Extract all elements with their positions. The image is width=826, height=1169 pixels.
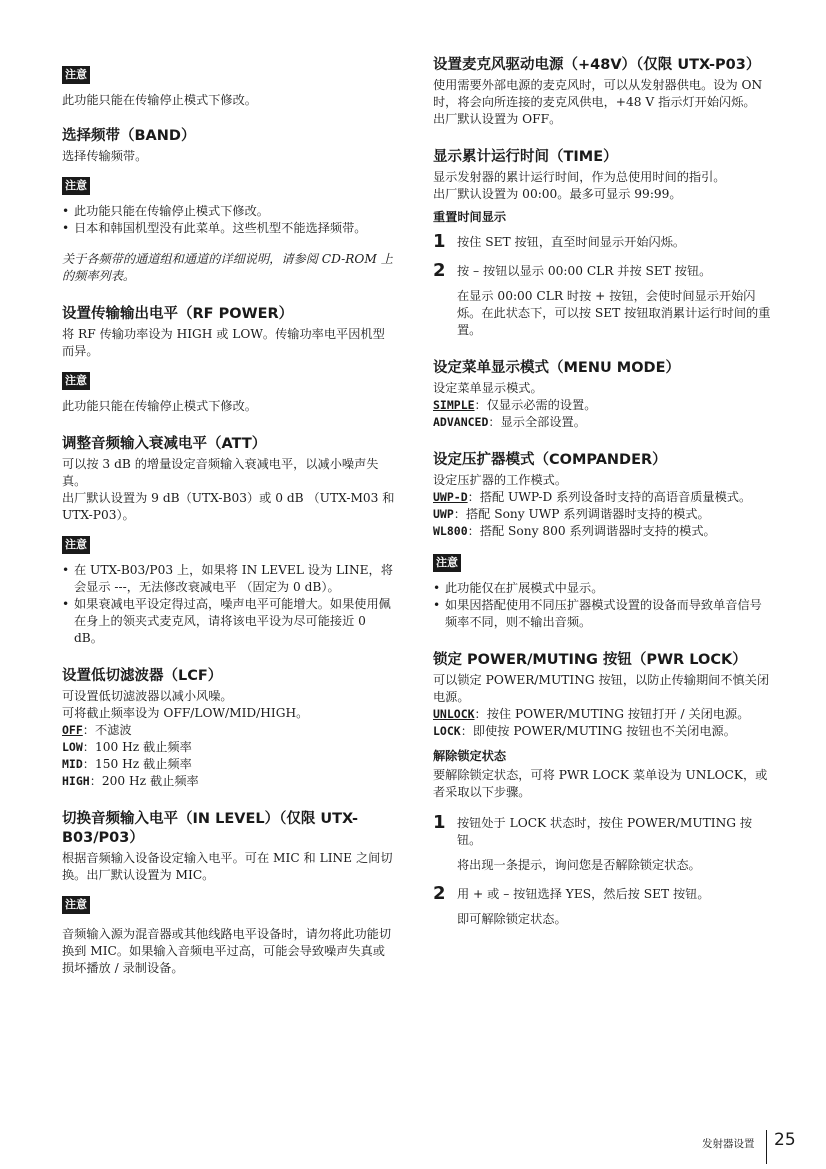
left-column xyxy=(62,52,395,977)
list-item: • 在 UTX-B03/P03 上，如果将 IN LEVEL 设为 LINE，将会显示 ---，无法修改衰减电平 （固定为 0 dB）。 xyxy=(62,562,395,596)
option-row xyxy=(62,773,395,790)
step-item xyxy=(433,812,771,874)
step-text: 按 – 按钮以显示 00:00 CLR 并按 SET 按钮。 xyxy=(457,264,712,278)
step-number: 1 xyxy=(433,231,446,252)
unlock-subheading: 解除锁定状态 xyxy=(433,749,507,763)
compander-heading: 设定压扩器模式（COMPANDER） xyxy=(433,452,667,468)
list-item: • 如果衰减电平设定得过高，噪声电平可能增大。如果使用佩在身上的领夹式麦克风，请将该电平设为尽可能接近 0 dB。 xyxy=(62,596,395,647)
option-sep: ： xyxy=(467,524,480,538)
band-heading: 选择频带（BAND） xyxy=(62,128,196,144)
note-text: 此功能只能在传输停止模式下修改。 xyxy=(62,399,257,413)
option-sep: ： xyxy=(82,740,95,754)
option-sep: ： xyxy=(488,415,501,429)
compander-description: 设定压扩器的工作模式。 xyxy=(433,473,568,487)
page-number: 25 xyxy=(774,1130,796,1150)
band-note-list xyxy=(62,203,395,237)
option-value: 150 Hz 截止频率 xyxy=(94,757,192,771)
option-row xyxy=(433,489,771,506)
pwr-lock-heading: 锁定 POWER/MUTING 按钮（PWR LOCK） xyxy=(433,652,747,668)
option-row xyxy=(433,723,771,740)
note-label: 注意 xyxy=(62,372,90,390)
footer-divider xyxy=(766,1130,767,1164)
time-default: 出厂默认设置为 00:00。最多可显示 99:99。 xyxy=(433,187,682,201)
option-key: MID xyxy=(62,757,83,771)
option-key: ADVANCED xyxy=(433,415,489,429)
option-sep: ： xyxy=(467,490,480,504)
list-item: • 日本和韩国机型没有此菜单。这些机型不能选择频带。 xyxy=(62,220,395,237)
menu-mode-description: 设定菜单显示模式。 xyxy=(433,381,543,395)
step-note: 在显示 00:00 CLR 时按 + 按钮，会使时间显示开始闪烁。在此状态下，可以按 SET 按钮取消累计运行时间的重置。 xyxy=(457,289,771,337)
note-text: 音频输入源为混音器或其他线路电平设备时，请勿将此功能切换到 MIC。如果输入音频电平过高，可能会导致噪声失真或损坏播放 / 录制设备。 xyxy=(62,927,392,975)
unlock-description: 要解除锁定状态，可将 PWR LOCK 菜单设为 UNLOCK，或者采取以下步骤。 xyxy=(433,768,768,799)
att-default: 出厂默认设置为 9 dB（UTX-B03）或 0 dB （UTX-M03 和 UTX-P03）。 xyxy=(62,491,395,522)
step-number: 1 xyxy=(433,812,446,833)
option-row xyxy=(62,722,395,739)
option-value: 200 Hz 截止频率 xyxy=(101,774,199,788)
step-text: 按钮处于 LOCK 状态时，按住 POWER/MUTING 按钮。 xyxy=(457,816,753,847)
option-key: OFF xyxy=(62,723,83,737)
option-sep: ： xyxy=(453,507,466,521)
menu-mode-heading: 设定菜单显示模式（MENU MODE） xyxy=(433,360,680,376)
pwr-lock-description: 可以锁定 POWER/MUTING 按钮，以防止传输期间不慎关闭电源。 xyxy=(433,673,770,704)
option-value: 搭配 Sony UWP 系列调谐器时支持的模式。 xyxy=(465,507,710,521)
option-key: UWP xyxy=(433,507,454,521)
time-reset-subheading: 重置时间显示 xyxy=(433,210,507,224)
option-sep: ： xyxy=(460,724,473,738)
option-row xyxy=(433,397,771,414)
option-value: 按住 POWER/MUTING 按钮打开 / 关闭电源。 xyxy=(486,707,750,721)
option-row xyxy=(433,506,771,523)
option-value: 显示全部设置。 xyxy=(500,415,586,429)
step-note: 即可解除锁定状态。 xyxy=(457,912,567,926)
option-row xyxy=(433,523,771,540)
option-value: 100 Hz 截止频率 xyxy=(94,740,192,754)
step-number: 2 xyxy=(433,883,446,904)
lcf-heading: 设置低切滤波器（LCF） xyxy=(62,668,223,684)
note-label: 注意 xyxy=(62,66,90,84)
option-sep: ： xyxy=(474,707,487,721)
in-level-heading: 切换音频输入电平（IN LEVEL）（仅限 UTX-B03/P03） xyxy=(62,811,359,846)
note-label: 注意 xyxy=(62,536,90,554)
att-heading: 调整音频输入衰减电平（ATT） xyxy=(62,436,267,452)
option-key: LOW xyxy=(62,740,83,754)
step-item xyxy=(433,231,771,252)
step-text: 按住 SET 按钮，直至时间显示开始闪烁。 xyxy=(457,235,686,249)
att-description: 可以按 3 dB 的增量设定音频输入衰减电平，以减小噪声失真。 xyxy=(62,457,379,488)
note-text: 此功能只能在传输停止模式下修改。 xyxy=(62,93,257,107)
note-label: 注意 xyxy=(433,554,461,572)
option-key: UNLOCK xyxy=(433,707,475,721)
option-row xyxy=(433,414,771,431)
att-note-list xyxy=(62,562,395,647)
note-label: 注意 xyxy=(62,177,90,195)
option-value: 不滤波 xyxy=(94,723,132,737)
option-value: 即使按 POWER/MUTING 按钮也不关闭电源。 xyxy=(472,724,736,738)
option-value: 搭配 UWP-D 系列设备时支持的高语音质量模式。 xyxy=(479,490,752,504)
option-row xyxy=(62,756,395,773)
lcf-description: 可设置低切滤波器以减小风噪。 xyxy=(62,689,233,703)
phantom-power-default: 出厂默认设置为 OFF。 xyxy=(433,112,562,126)
option-sep: ： xyxy=(89,774,102,788)
option-key: WL800 xyxy=(433,524,468,538)
step-note: 将出现一条提示，询问您是否解除锁定状态。 xyxy=(457,858,701,872)
step-number: 2 xyxy=(433,260,446,281)
rf-power-description: 将 RF 传输功率设为 HIGH 或 LOW。传输功率电平因机型而异。 xyxy=(62,327,385,358)
option-value: 搭配 Sony 800 系列调谐器时支持的模式。 xyxy=(479,524,716,538)
option-row xyxy=(433,706,771,723)
lcf-description: 可将截止频率设为 OFF/LOW/MID/HIGH。 xyxy=(62,706,309,720)
time-description: 显示发射器的累计运行时间，作为总使用时间的指引。 xyxy=(433,170,726,184)
option-key: HIGH xyxy=(62,774,90,788)
phantom-power-description: 使用需要外部电源的麦克风时，可以从发射器供电。设为 ON 时，将会向所连接的麦克风供电，+48 V 指示灯开始闪烁。 xyxy=(433,78,763,109)
option-key: LOCK xyxy=(433,724,461,738)
option-value: 仅显示必需的设置。 xyxy=(486,398,597,412)
list-item: • 此功能仅在扩展模式中显示。 xyxy=(433,580,771,597)
step-item xyxy=(433,260,771,339)
section-name: 发射器设置 xyxy=(702,1138,755,1150)
note-label: 注意 xyxy=(62,896,90,914)
option-sep: ： xyxy=(474,398,487,412)
option-sep: ： xyxy=(82,723,95,737)
rf-power-heading: 设置传输输出电平（RF POWER） xyxy=(62,306,294,322)
phantom-power-heading: 设置麦克风驱动电源（+48V）（仅限 UTX-P03） xyxy=(433,57,761,73)
list-item: • 此功能只能在传输停止模式下修改。 xyxy=(62,203,395,220)
option-sep: ： xyxy=(82,757,95,771)
compander-note-list xyxy=(433,580,771,631)
in-level-description: 根据音频输入设备设定输入电平。可在 MIC 和 LINE 之间切换。出厂默认设置为 MIC。 xyxy=(62,851,393,882)
list-item: • 如果因搭配使用不同压扩器模式设置的设备而导致单音信号频率不同，则不输出音频。 xyxy=(433,597,771,631)
option-key: UWP-D xyxy=(433,490,468,504)
option-row xyxy=(62,739,395,756)
time-heading: 显示累计运行时间（TIME） xyxy=(433,149,618,165)
right-column xyxy=(433,52,771,928)
step-item xyxy=(433,883,771,928)
band-reference: 关于各频带的通道组和通道的详细说明，请参阅 CD-ROM 上的频率列表。 xyxy=(62,252,393,283)
band-description: 选择传输频带。 xyxy=(62,149,148,163)
step-text: 用 + 或 – 按钮选择 YES，然后按 SET 按钮。 xyxy=(457,887,710,901)
option-key: SIMPLE xyxy=(433,398,475,412)
